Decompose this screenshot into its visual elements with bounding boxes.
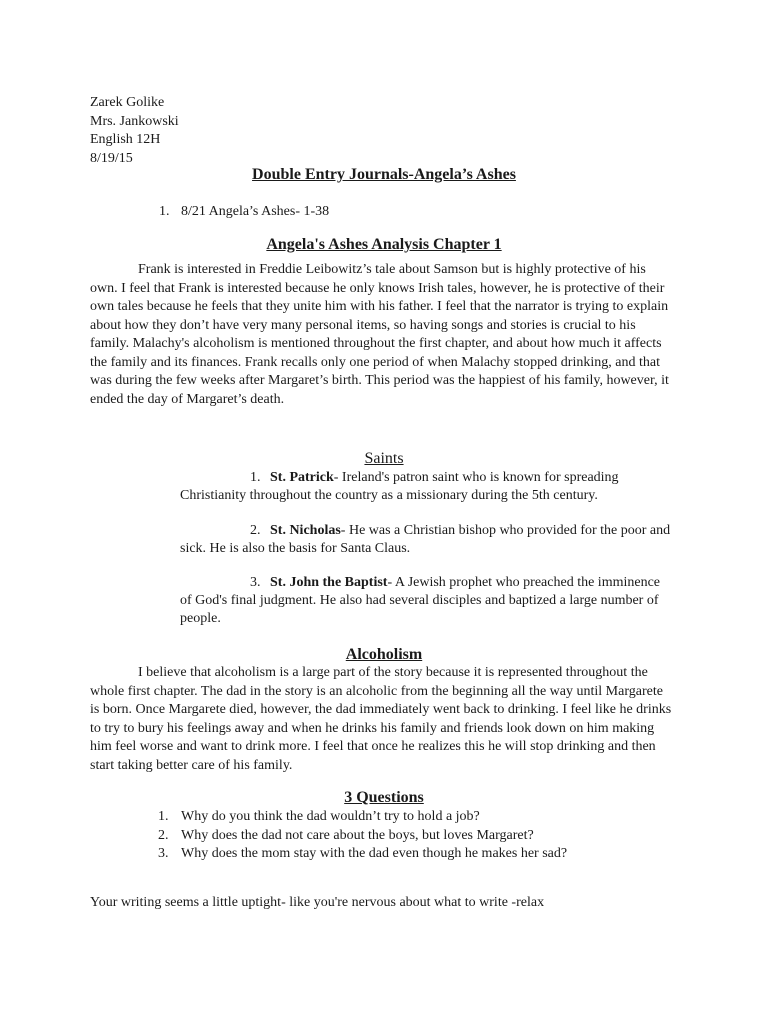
saint-number: 2. (250, 523, 261, 538)
entry-text: 8/21 Angela’s Ashes- 1-38 (181, 204, 330, 219)
teacher-name: Mrs. Jankowski (90, 113, 179, 129)
alcoholism-text: I believe that alcoholism is a large part of the story because it is represented throughout the whole first chapter. The dad in the story is an alcoholic from the beginning all the way until Margarete is born. Once Margarete died, however, the dad immediately went back to drinking. I feel like he drinks to try to bury his feelings away and when he drinks his family and friends look down on him making him feel worse and want to drink more. I feel that once he realizes this he will stop drinking and then start taking better care of his family. (90, 665, 672, 773)
saint-item (180, 522, 672, 558)
saint-item (180, 574, 672, 628)
question-number: 3. (158, 846, 169, 861)
date: 8/19/15 (90, 150, 133, 166)
saint-name: St. Patrick (270, 470, 334, 485)
saint-number: 3. (250, 575, 261, 590)
header-block (90, 94, 179, 168)
question-number: 2. (158, 827, 169, 843)
list-item (158, 827, 567, 846)
list-item (158, 845, 567, 864)
question-text: Why does the dad not care about the boys, but loves Margaret? (181, 827, 534, 843)
questions-heading: 3 Questions (344, 789, 424, 806)
alcoholism-body (90, 664, 672, 775)
saint-item (180, 469, 672, 505)
question-number: 1. (158, 809, 169, 824)
saint-number: 1. (250, 470, 261, 485)
chapter-analysis-body (90, 261, 672, 409)
main-title: Double Entry Journals-Angela’s Ashes (252, 166, 516, 183)
saint-desc: - Ireland's patron saint who is known for spreading Christianity throughout the country as a missionary during the 5th century. (180, 470, 619, 503)
chapter-analysis-text: Frank is interested in Freddie Leibowitz’s tale about Samson but is highly protective of his own. I feel that Frank is interested because he only knows Irish tales, however, he is protective of their own tales because he feels that they unite him with his father. I feel that the narrator is trying to explain about how they don’t have very many personal items, so having songs and stories is crucial to his family. Malachy's alcoholism is mentioned throughout the first chapter, and about how much it affects the family and its finances. Frank recalls only one period of when Malachy stopped drinking, and that was during the few weeks after Margaret’s birth. This period was the happiest of his family, however, it ended the day of Margaret’s death. (90, 262, 669, 407)
saint-desc: - A Jewish prophet who preached the imminence of God's final judgment. He also had several disciples and baptized a large number of people. (180, 575, 661, 626)
saint-name: St. John the Baptist (270, 575, 388, 590)
alcoholism-heading: Alcoholism (345, 646, 423, 663)
course-name: English 12H (90, 132, 161, 147)
question-text: Why does the mom stay with the dad even though he makes her sad? (181, 846, 568, 861)
entry-number: 1. (159, 204, 170, 219)
list-item (158, 808, 567, 827)
chapter-analysis-heading: Angela's Ashes Analysis Chapter 1 (266, 236, 502, 253)
saints-heading: Saints (364, 450, 404, 467)
saint-desc: - He was a Christian bishop who provided for the poor and sick. He is also the basis for Santa Claus. (180, 523, 671, 556)
teacher-comment: Your writing seems a little uptight- like you're nervous about what to write -relax (90, 895, 545, 910)
questions-list (158, 808, 567, 864)
question-text: Why do you think the dad wouldn’t try to hold a job? (181, 809, 480, 824)
author-name: Zarek Golike (90, 95, 165, 110)
saint-name: St. Nicholas (270, 523, 341, 538)
journal-entry (159, 204, 329, 220)
